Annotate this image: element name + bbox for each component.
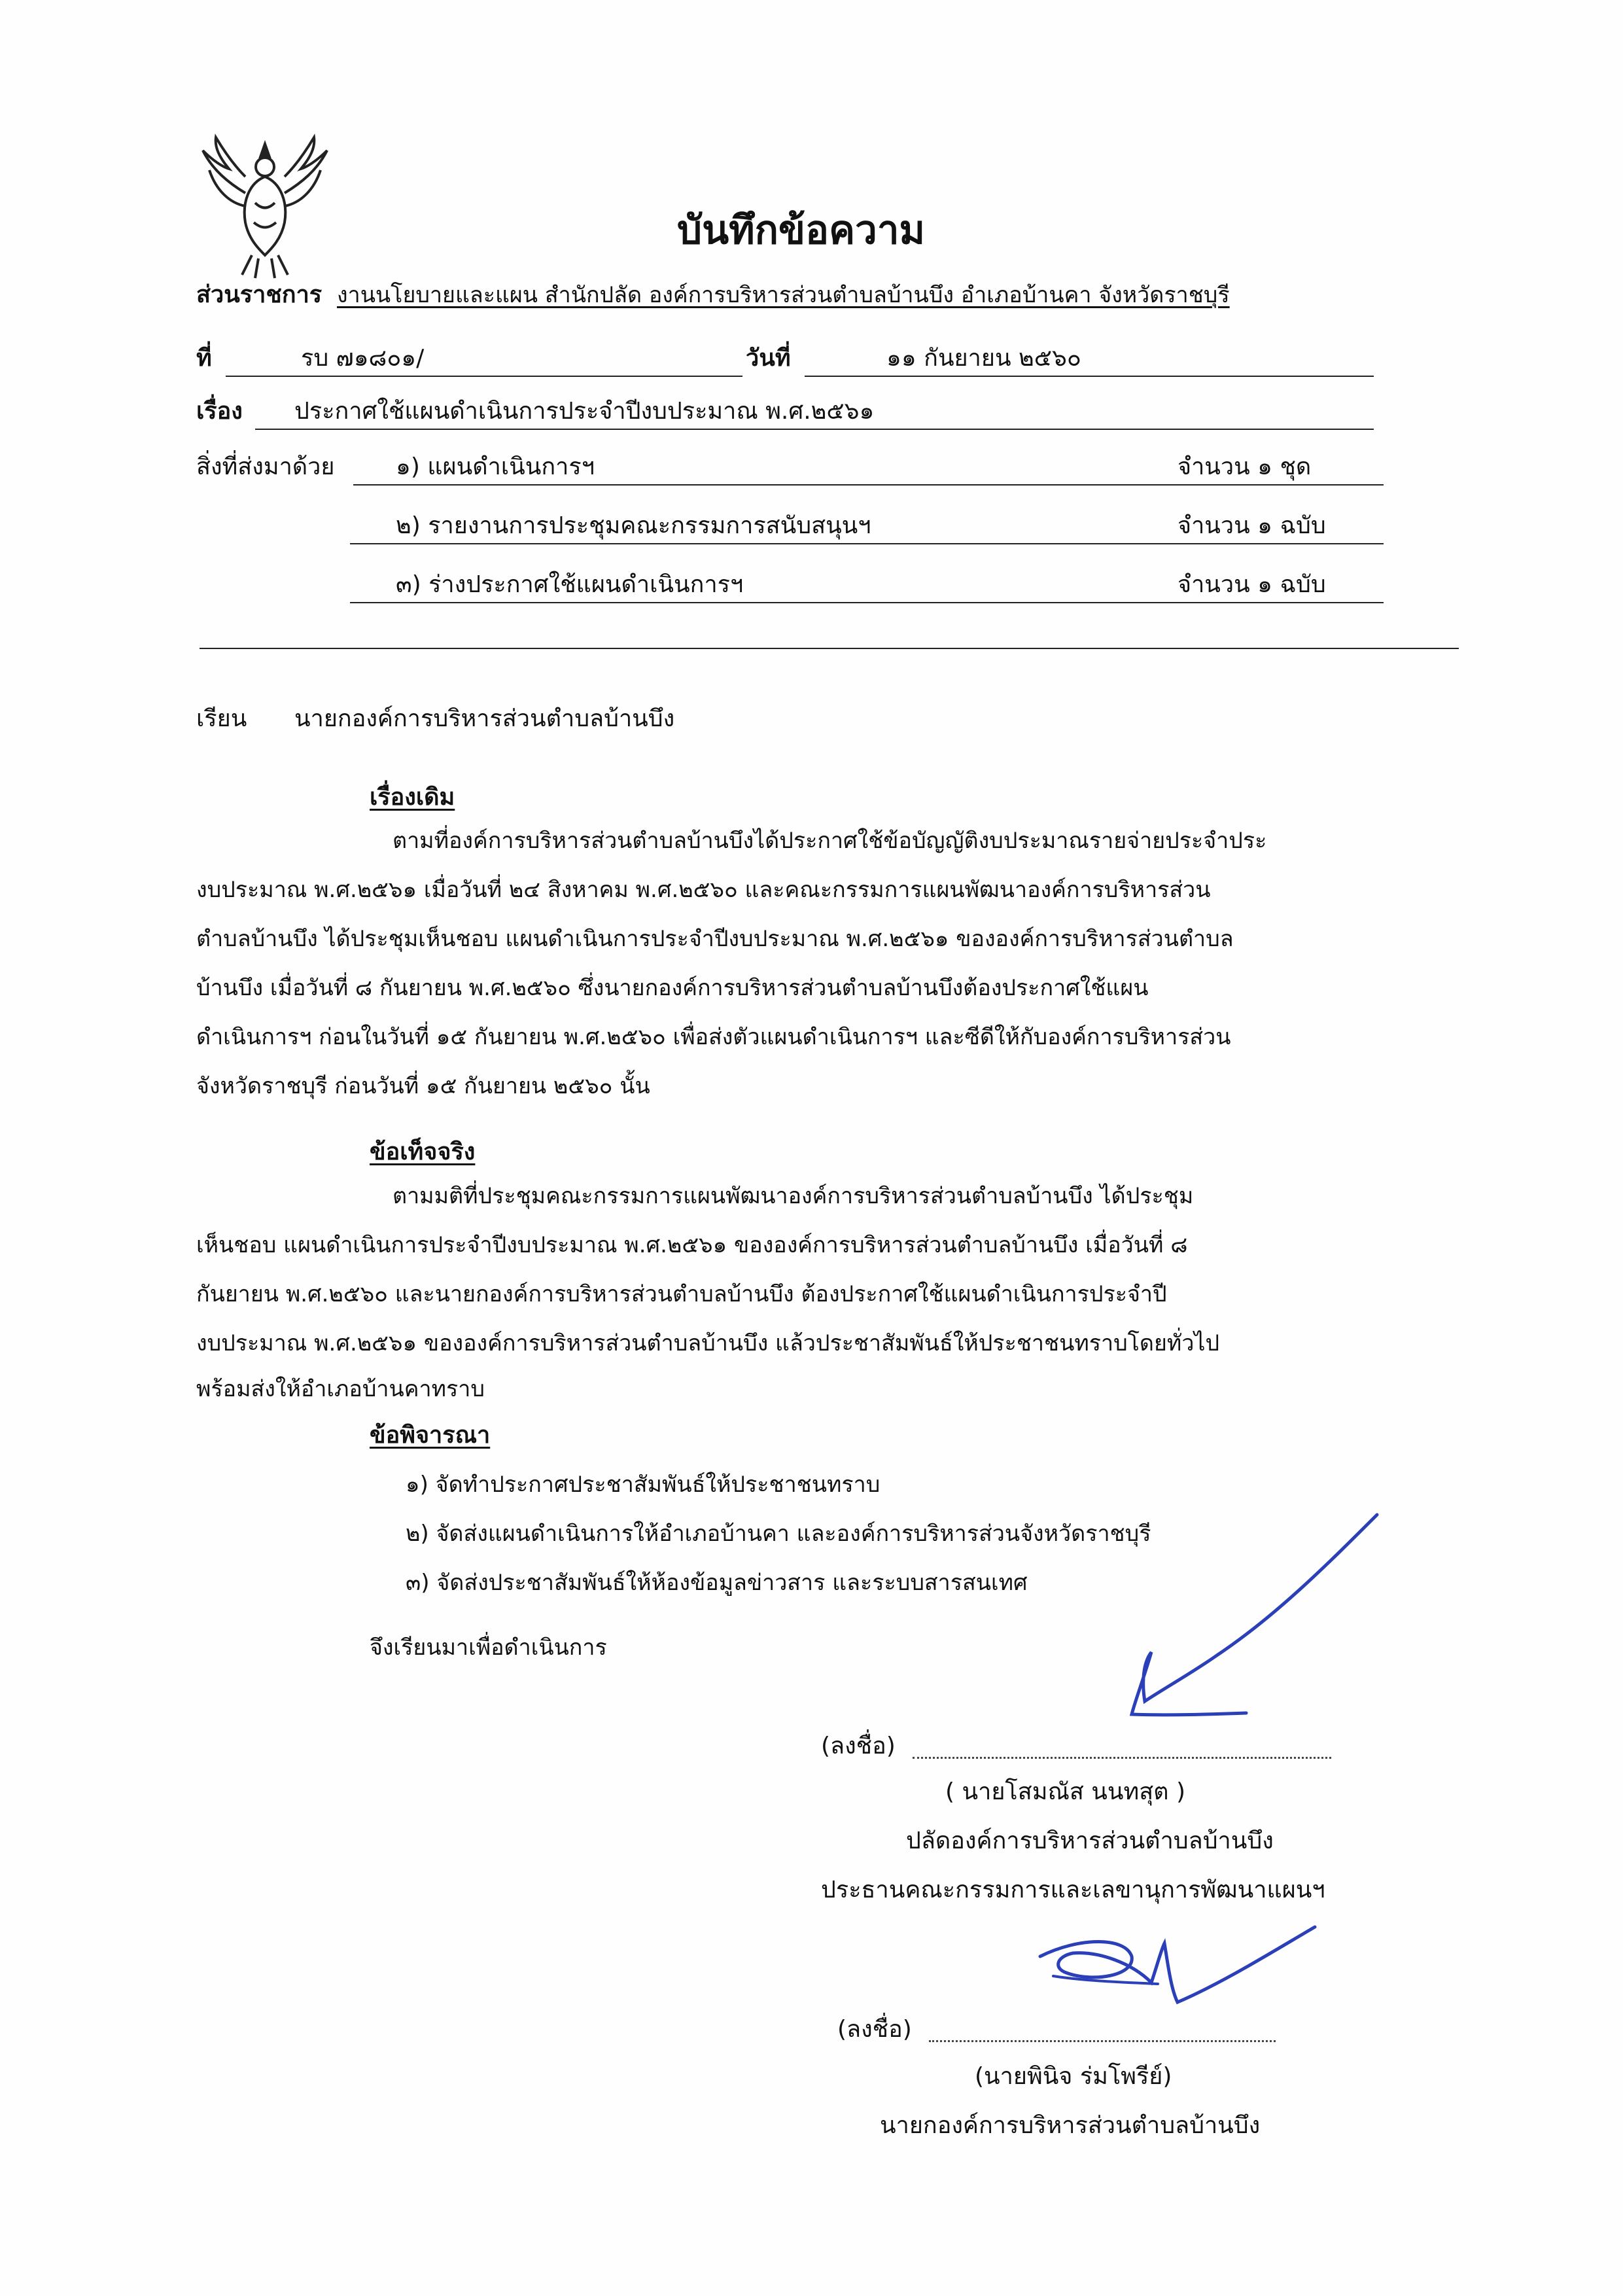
- closing-text: จึงเรียนมาเพื่อดำเนินการ: [370, 1634, 607, 1661]
- subject-underline: [255, 429, 1374, 430]
- facts-line: ตามมติที่ประชุมคณะกรรมการแผนพัฒนาองค์การบริหารส่วนตำบลบ้านบึง ได้ประชุม: [393, 1183, 1194, 1209]
- ref-value: รบ ๗๑๘๐๑/: [301, 345, 425, 372]
- enclosure-underline: [350, 543, 1384, 544]
- enclosure-item: ๓) ร่างประกาศใช้แผนดำเนินการฯ: [396, 571, 744, 598]
- consideration-item: ๑) จัดทำประกาศประชาสัมพันธ์ให้ประชาชนทราบ: [406, 1472, 881, 1498]
- signatory1-name: ( นายโสมณัส นนทสุต ): [945, 1778, 1186, 1805]
- subject-label: เรื่อง: [196, 398, 243, 425]
- signature-line-1: [913, 1757, 1331, 1759]
- salutation-label: เรียน: [196, 705, 247, 732]
- background-line: งบประมาณ พ.ศ.๒๕๖๑ เมื่อวันที่ ๒๔ สิงหาคม พ.ศ.๒๕๖๐ และคณะกรรมการแผนพัฒนาองค์การบริหารส่วน: [196, 877, 1211, 903]
- facts-heading: ข้อเท็จจริง: [370, 1139, 476, 1165]
- enclosure-underline: [353, 484, 1384, 486]
- agency-value: งานนโยบายและแผน สำนักปลัด องค์การบริหารส่วนตำบลบ้านบึง อำเภอบ้านคา จังหวัดราชบุรี: [337, 282, 1230, 308]
- memo-title: บันทึกข้อความ: [677, 207, 926, 253]
- header-divider: [200, 648, 1459, 649]
- facts-line: งบประมาณ พ.ศ.๒๕๖๑ ขององค์การบริหารส่วนตำบลบ้านบึง แล้วประชาสัมพันธ์ให้ประชาชนทราบโดยทั่วไป: [196, 1330, 1220, 1356]
- enclosure-qty: จำนวน ๑ ฉบับ: [1178, 512, 1326, 539]
- background-line: ตามที่องค์การบริหารส่วนตำบลบ้านบึงได้ประกาศใช้ข้อบัญญัติงบประมาณรายจ่ายประจำประ: [393, 828, 1267, 854]
- enclosure-underline: [350, 602, 1384, 603]
- background-line: จังหวัดราชบุรี ก่อนวันที่ ๑๕ กันยายน ๒๕๖๐ นั้น: [196, 1073, 650, 1099]
- agency-label: ส่วนราชการ: [196, 281, 323, 308]
- enclosures-label: สิ่งที่ส่งมาด้วย: [196, 453, 335, 480]
- ref-underline: [226, 376, 742, 377]
- considerations-heading: ข้อพิจารณา: [370, 1422, 491, 1449]
- facts-line: เห็นชอบ แผนดำเนินการประจำปีงบประมาณ พ.ศ.๒๕๖๑ ขององค์การบริหารส่วนตำบลบ้านบึง เมื่อวันที่ ๘: [196, 1232, 1188, 1258]
- date-value: ๑๑ กันยายน ๒๕๖๐: [886, 345, 1081, 372]
- enclosure-qty: จำนวน ๑ ชุด: [1178, 453, 1312, 480]
- background-line: บ้านบึง เมื่อวันที่ ๘ กันยายน พ.ศ.๒๕๖๐ ซึ่งนายกองค์การบริหารส่วนตำบลบ้านบึงต้องประกาศใช้แผน: [196, 975, 1149, 1001]
- background-heading: เรื่องเดิม: [370, 784, 455, 811]
- signature-1: [1034, 1505, 1387, 1754]
- salutation-value: นายกองค์การบริหารส่วนตำบลบ้านบึง: [294, 705, 675, 732]
- facts-line: กันยายน พ.ศ.๒๕๖๐ และนายกองค์การบริหารส่วนตำบลบ้านบึง ต้องประกาศใช้แผนดำเนินการประจำปี: [196, 1281, 1167, 1307]
- date-underline: [805, 376, 1374, 377]
- signatory1-position: ประธานคณะกรรมการและเลขานุการพัฒนาแผนฯ: [821, 1877, 1325, 1903]
- consideration-item: ๒) จัดส่งแผนดำเนินการให้อำเภอบ้านคา และองค์การบริหารส่วนจังหวัดราชบุรี: [406, 1521, 1151, 1547]
- facts-line: พร้อมส่งให้อำเภอบ้านคาทราบ: [196, 1376, 485, 1402]
- date-label: วันที่: [746, 345, 791, 372]
- ref-label: ที่: [196, 345, 212, 372]
- background-line: ดำเนินการฯ ก่อนในวันที่ ๑๕ กันยายน พ.ศ.๒๕๖๐ เพื่อส่งตัวแผนดำเนินการฯ และซีดีให้กับองค์การบริหารส่วน: [196, 1024, 1231, 1050]
- background-line: ตำบลบ้านบึง ได้ประชุมเห็นชอบ แผนดำเนินการประจำปีงบประมาณ พ.ศ.๒๕๖๑ ขององค์การบริหารส่วนตำบล: [196, 926, 1234, 952]
- enclosure-item: ๑) แผนดำเนินการฯ: [396, 453, 595, 480]
- enclosure-qty: จำนวน ๑ ฉบับ: [1178, 571, 1326, 598]
- signatory2-position: นายกองค์การบริหารส่วนตำบลบ้านบึง: [880, 2112, 1261, 2139]
- consideration-item: ๓) จัดส่งประชาสัมพันธ์ให้ห้องข้อมูลข่าวสาร และระบบสารสนเทศ: [406, 1570, 1028, 1596]
- sign-label-1: (ลงชื่อ): [821, 1733, 896, 1759]
- signature-line-2: [929, 2040, 1276, 2042]
- signatory2-name: (นายพินิจ ร่มโพรีย์): [975, 2063, 1172, 2090]
- signatory1-position: ปลัดองค์การบริหารส่วนตำบลบ้านบึง: [906, 1828, 1274, 1854]
- enclosure-item: ๒) รายงานการประชุมคณะกรรมการสนับสนุนฯ: [396, 512, 871, 539]
- subject-value: ประกาศใช้แผนดำเนินการประจำปีงบประมาณ พ.ศ.๒๕๖๑: [294, 398, 875, 425]
- garuda-emblem-icon: [196, 131, 334, 281]
- signature-2: [1027, 1911, 1328, 2041]
- sign-label-2: (ลงชื่อ): [837, 2016, 912, 2043]
